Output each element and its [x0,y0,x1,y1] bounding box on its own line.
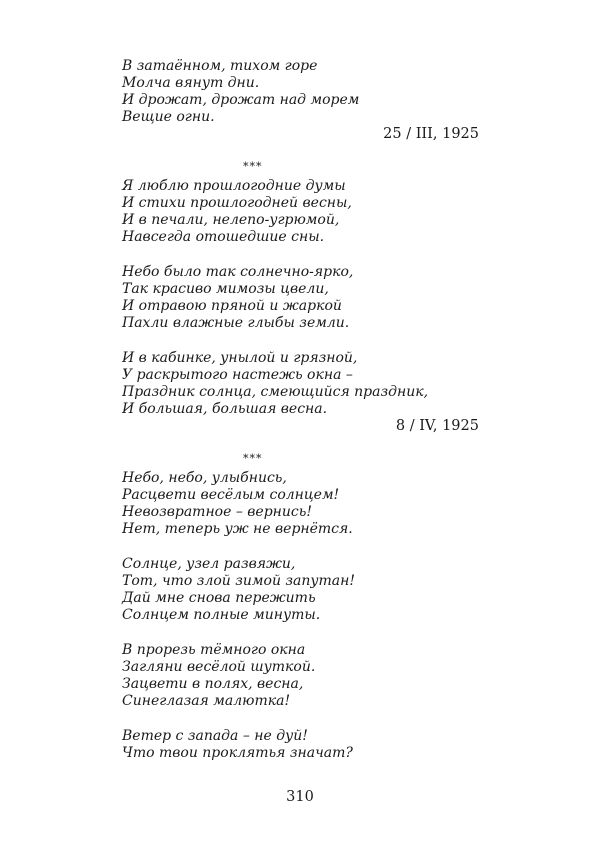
poem2-line: Так красиво мимозы цвели, [122,281,329,297]
poem2-line: Небо было так солнечно-ярко, [122,264,354,280]
poem2-line: У раскрытого настежь окна – [122,367,353,383]
poem2-line: И в кабинке, унылой и грязной, [122,350,358,366]
poem1-date: 25 / III, 1925 [383,126,479,142]
poem2-line: Я люблю прошлогодние думы [122,178,346,194]
page-number: 310 [286,789,314,805]
poem1-line: Вещие огни. [122,109,215,125]
poem2-line: И в печали, нелепо-угрюмой, [122,212,340,228]
poem3-line: Невозвратное – вернись! [122,504,312,520]
poem1-line: Молча вянут дни. [122,75,260,91]
poem2-line: И большая, большая весна. [122,401,328,417]
poem-separator: *** [243,452,263,465]
poem2-line: Праздник солнца, смеющийся праздник, [122,384,429,400]
poem3-line: Расцвети весёлым солнцем! [122,487,340,503]
poem3-line: Тот, что злой зимой запутан! [122,573,355,589]
poem3-line: Солнцем полные минуты. [122,607,321,623]
poem1-line: И дрожат, дрожат над морем [122,92,360,108]
poem2-line: Пахли влажные глыбы земли. [122,315,350,331]
poem3-line: Загляни весёлой шуткой. [122,659,316,675]
poem3-line: Ветер с запада – не дуй! [122,728,308,744]
poem2-line: И стихи прошлогодней весны, [122,195,352,211]
poem2-date: 8 / IV, 1925 [395,418,479,434]
poem3-line: Нет, теперь уж не вернётся. [122,521,353,537]
poem-separator: *** [243,160,263,173]
poem3-line: Что твои проклятья значат? [122,745,353,761]
poem1-line: В затаённом, тихом горе [122,58,318,74]
poem3-line: Небо, небо, улыбнись, [122,470,287,486]
poem3-line: В прорезь тёмного окна [122,642,306,658]
poem2-line: И отравою пряной и жаркой [122,298,342,314]
poem3-line: Солнце, узел развяжи, [122,556,296,572]
poem3-line: Синеглазая малютка! [122,693,291,709]
poem2-line: Навсегда отошедшие сны. [122,229,325,245]
poem3-line: Зацвети в полях, весна, [122,676,304,692]
poem3-line: Дай мне снова пережить [122,590,316,606]
